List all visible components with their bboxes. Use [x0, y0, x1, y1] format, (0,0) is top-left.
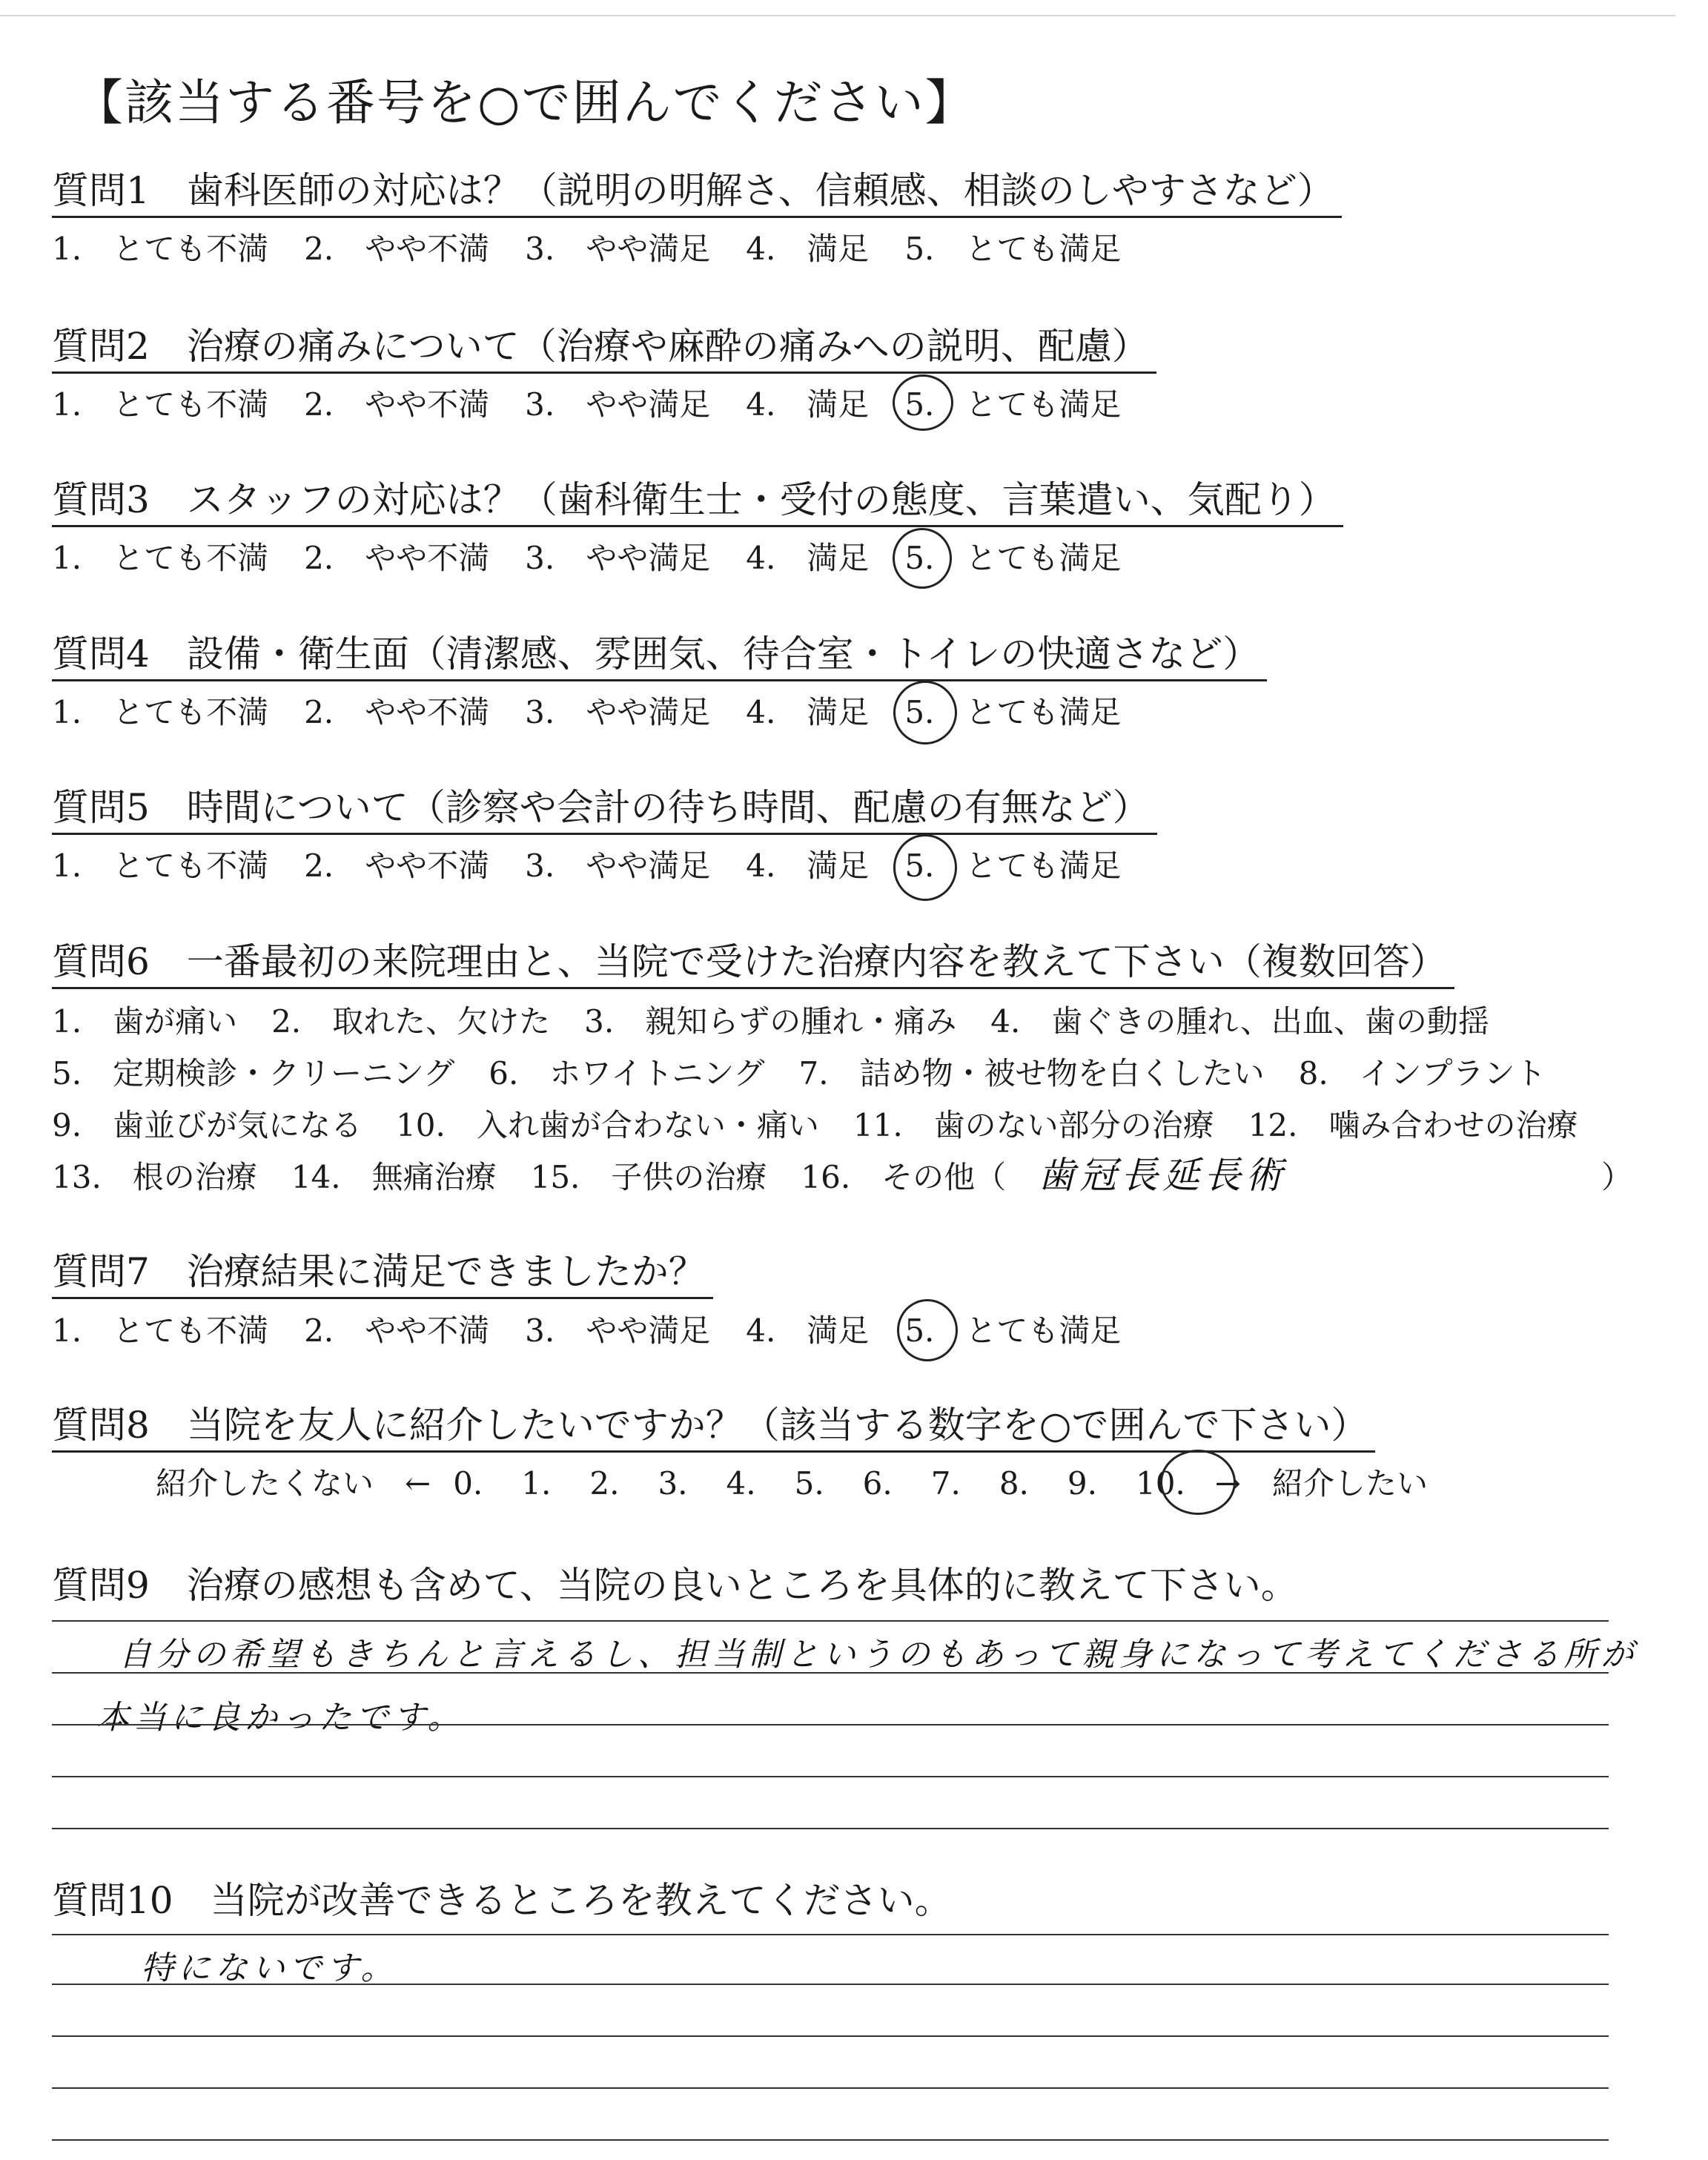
option[interactable]: 1. とても不満	[52, 848, 269, 884]
question-6-row-4	[52, 1153, 1040, 1198]
question-1-label: 質問1 歯科医師の対応は？（説明の明解さ、信頼感、相談のしやすさなど）	[52, 167, 1342, 218]
question-9-label: 質問9 治療の感想も含めて、当院の良いところを具体的に教えて下さい。	[52, 1564, 1298, 1607]
option[interactable]: 1. とても不満	[52, 694, 269, 730]
option[interactable]: 4. 満足	[746, 694, 870, 730]
option[interactable]: 2. やや不満	[304, 1312, 490, 1349]
question-3-label: 質問3 スタッフの対応は？（歯科衛生士・受付の態度、言葉遣い、気配り）	[52, 476, 1343, 527]
option[interactable]: 4. 満足	[746, 386, 870, 423]
question-6-row-3	[52, 1101, 1612, 1146]
selection-circle-q4	[893, 681, 957, 744]
option[interactable]: 3. やや満足	[525, 848, 711, 884]
scale-value[interactable]: 1.	[521, 1465, 552, 1502]
question-6-row-1	[52, 997, 1523, 1042]
selection-circle-q3	[893, 528, 952, 589]
scale-value[interactable]: 0.	[453, 1465, 483, 1502]
question-2-label: 質問2 治療の痛みについて（治療や麻酔の痛みへの説明、配慮）	[52, 323, 1156, 374]
q9-answer-handwritten-line-1[interactable]: 自分の希望もきちんと言えるし、担当制というのもあって親身になって考えてくださる所が	[119, 1636, 1638, 1674]
option[interactable]: 5. とても満足	[904, 694, 1122, 730]
answer-line	[52, 2087, 1609, 2089]
answer-line	[52, 1828, 1609, 1829]
selection-circle-q8	[1160, 1450, 1236, 1515]
option[interactable]: 2. やや不満	[304, 540, 490, 576]
question-6-row-2	[52, 1049, 1580, 1094]
answer-line	[52, 2035, 1609, 2037]
scale-right-label: → 紹介したい	[1214, 1465, 1428, 1502]
question-6-label: 質問6 一番最初の来院理由と、当院で受けた治療内容を教えて下さい（複数回答）	[52, 938, 1454, 989]
question-5-options	[52, 842, 1156, 886]
option[interactable]: 1. とても不満	[52, 1312, 269, 1349]
option[interactable]: 5. とても満足	[904, 848, 1122, 884]
scale-value[interactable]: 5.	[794, 1465, 824, 1502]
question-3-options	[52, 534, 1156, 578]
option[interactable]: 10. 入れ歯が合わない・痛い	[396, 1107, 819, 1143]
scale-value[interactable]: 2.	[589, 1465, 620, 1502]
question-1-options	[52, 225, 1156, 269]
scale-value[interactable]: 7.	[930, 1465, 961, 1502]
scale-value[interactable]: 3.	[658, 1465, 688, 1502]
option[interactable]: 5. 定期検診・クリーニング	[52, 1055, 455, 1091]
option[interactable]: 7. 詰め物・被せ物を白くしたい	[798, 1055, 1265, 1091]
answer-line	[52, 1984, 1609, 1985]
option[interactable]: 12. 噛み合わせの治療	[1248, 1107, 1578, 1143]
option[interactable]: 5. とても満足	[904, 386, 1122, 423]
q6-other-handwritten[interactable]: 歯冠長延長術	[1038, 1154, 1287, 1197]
answer-line	[52, 1620, 1609, 1622]
option[interactable]: 2. やや不満	[304, 386, 490, 423]
option[interactable]: 11. 歯のない部分の治療	[853, 1107, 1214, 1143]
question-5-label: 質問5 時間について（診察や会計の待ち時間、配慮の有無など）	[52, 784, 1157, 835]
option[interactable]: 14. 無痛治療	[291, 1159, 497, 1195]
option[interactable]: 5. とても満足	[904, 231, 1122, 267]
question-4-label: 質問4 設備・衛生面（清潔感、雰囲気、待合室・トイレの快適さなど）	[52, 630, 1267, 681]
q6-other-close-paren: ）	[1601, 1159, 1633, 1195]
q9-answer-handwritten-line-2[interactable]: 本当に良かったです。	[96, 1699, 465, 1737]
page-title: 【該当する番号を○で囲んでください】	[74, 74, 976, 131]
option[interactable]: 2. やや不満	[304, 848, 490, 884]
question-8-scale	[156, 1459, 1463, 1504]
option[interactable]: 3. やや満足	[525, 1312, 711, 1349]
option[interactable]: 3. やや満足	[525, 694, 711, 730]
option[interactable]: 1. とても不満	[52, 540, 269, 576]
scale-value[interactable]: 6.	[862, 1465, 893, 1502]
scale-value[interactable]: 9.	[1067, 1465, 1097, 1502]
option[interactable]: 3. やや満足	[525, 231, 711, 267]
question-4-options	[52, 688, 1156, 733]
option[interactable]: 3. やや満足	[525, 386, 711, 423]
option[interactable]: 2. やや不満	[304, 231, 490, 267]
answer-line	[52, 1724, 1609, 1725]
scale-left-label: 紹介したくない ←	[156, 1465, 431, 1502]
answer-line	[52, 1776, 1609, 1777]
option[interactable]: 5. とても満足	[904, 1312, 1122, 1349]
scale-value[interactable]: 8.	[999, 1465, 1029, 1502]
option[interactable]: 9. 歯並びが気になる	[52, 1107, 363, 1143]
scale-value[interactable]: 10.	[1135, 1465, 1185, 1502]
question-7-options	[52, 1307, 1156, 1351]
option[interactable]: 1. とても不満	[52, 386, 269, 423]
option[interactable]: 4. 満足	[746, 231, 870, 267]
option[interactable]: 2. 取れた、欠けた	[271, 1003, 551, 1040]
option[interactable]: 4. 満足	[746, 540, 870, 576]
selection-circle-q5	[893, 834, 957, 901]
question-7-label: 質問7 治療結果に満足できましたか？	[52, 1248, 713, 1299]
answer-line	[52, 1934, 1609, 1935]
question-8-label: 質問8 当院を友人に紹介したいですか？（該当する数字を○で囲んで下さい）	[52, 1401, 1375, 1453]
answer-line	[52, 2139, 1609, 2141]
question-2-options	[52, 380, 1156, 425]
option[interactable]: 6. ホワイトニング	[489, 1055, 765, 1091]
option[interactable]: 1. 歯が痛い	[52, 1003, 238, 1040]
selection-circle-q7	[897, 1299, 958, 1361]
option[interactable]: 2. やや不満	[304, 694, 490, 730]
option[interactable]: 15. 子供の治療	[530, 1159, 767, 1195]
question-10-label: 質問10 当院が改善できるところを教えてください。	[52, 1879, 952, 1922]
option[interactable]: 3. 親知らずの腫れ・痛み	[584, 1003, 957, 1040]
option[interactable]: 16. その他（	[801, 1159, 1007, 1195]
q10-answer-handwritten[interactable]: 特にないです。	[141, 1949, 398, 1987]
scan-top-edge	[0, 15, 1675, 16]
scale-value[interactable]: 4.	[726, 1465, 756, 1502]
option[interactable]: 4. 満足	[746, 1312, 870, 1349]
option[interactable]: 13. 根の治療	[52, 1159, 257, 1195]
option[interactable]: 5. とても満足	[904, 540, 1122, 576]
option[interactable]: 4. 満足	[746, 848, 870, 884]
answer-line	[52, 1672, 1609, 1674]
option[interactable]: 8. インプラント	[1298, 1055, 1546, 1091]
option[interactable]: 4. 歯ぐきの腫れ、出血、歯の動揺	[990, 1003, 1489, 1040]
selection-circle-q2	[893, 374, 953, 431]
option[interactable]: 3. やや満足	[525, 540, 711, 576]
option[interactable]: 1. とても不満	[52, 231, 269, 267]
